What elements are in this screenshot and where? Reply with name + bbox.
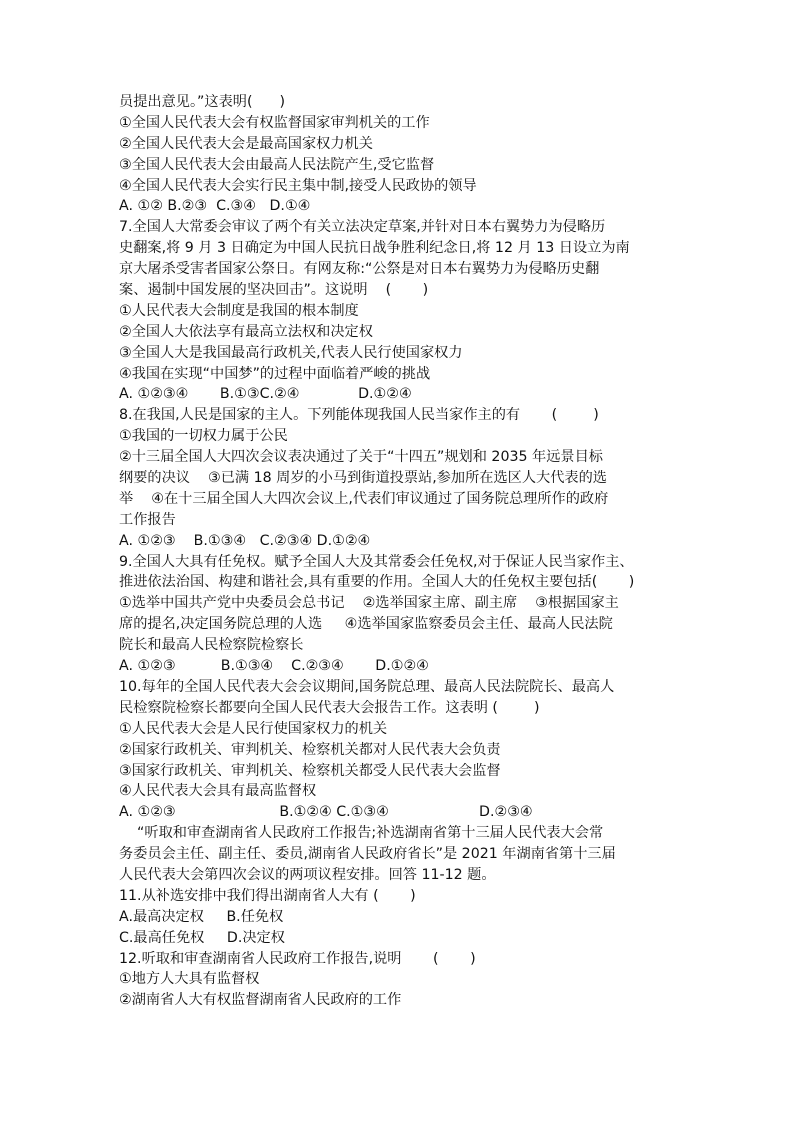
text-line: 12.听取和审查湖南省人民政府工作报告,说明 ( ): [119, 950, 476, 967]
text-line: ①人民代表大会是人民行使国家权力的机关: [119, 720, 388, 737]
text-line: 院长和最高人民检察院检察长: [119, 637, 304, 654]
text-line: ②全国人大依法享有最高立法权和决定权: [119, 323, 373, 340]
text-line: ②全国人民代表大会是最高国家权力机关: [119, 135, 373, 152]
text-line: 务委员会主任、副主任、委员,湖南省人民政府省长”是 2021 年湖南省第十三届: [119, 846, 616, 863]
text-line: ④全国人民代表大会实行民主集中制,接受人民政协的领导: [119, 177, 477, 194]
text-line: ①人民代表大会制度是我国的根本制度: [119, 302, 359, 319]
text-line: A. ①②③ B.①③④ C.②③④ D.①②④: [119, 532, 371, 549]
text-line: 推进依法治国、构建和谐社会,具有重要的作用。全国人大的任免权主要包括( ): [119, 574, 635, 591]
text-line: 11.从补选安排中我们得出湖南省人大有 ( ): [119, 887, 416, 904]
text-line: ①选举中国共产党中央委员会总书记 ②选举国家主席、副主席 ③根据国家主: [119, 595, 619, 612]
text-line: ①全国人民代表大会有权监督国家审判机关的工作: [119, 114, 430, 131]
text-line: ③全国人民代表大会由最高人民法院产生,受它监督: [119, 156, 435, 173]
text-line: ④我国在实现“中国梦”的过程中面临着严峻的挑战: [119, 365, 431, 382]
text-line: 7.全国人大常委会审议了两个有关立法决定草案,并针对日本右翼势力为侵略历: [119, 219, 606, 236]
text-line: A. ①②③ B.①③④ C.②③④ D.①②④: [119, 658, 429, 675]
text-line: 史翻案,将 9 月 3 日确定为中国人民抗日战争胜利纪念日,将 12 月 13 日设立为南: [119, 240, 630, 257]
text-line: ③全国人大是我国最高行政机关,代表人民行使国家权力: [119, 344, 463, 361]
text-line: 10.每年的全国人民代表大会会议期间,国务院总理、最高人民法院院长、最高人: [119, 678, 615, 695]
text-line: ②国家行政机关、审判机关、检察机关都对人民代表大会负责: [119, 741, 501, 758]
text-line: 案、遏制中国发展的坚决回击”。这说明 ( ): [119, 282, 429, 299]
text-line: 8.在我国,人民是国家的主人。下列能体现我国人民当家作主的有 ( ): [119, 407, 599, 424]
question-text-block: [119, 92, 689, 1011]
text-line: ①地方人大具有监督权: [119, 971, 260, 988]
text-line: “听取和审查湖南省人民政府工作报告;补选湖南省第十三届人民代表大会常: [119, 825, 604, 842]
text-line: A. ①②③④ B.①③C.②④ D.①②④: [119, 386, 412, 403]
text-line: C.最高任免权 D.决定权: [119, 929, 285, 946]
text-line: 京大屠杀受害者国家公祭日。有网友称:“公祭是对日本右翼势力为侵略历史翻: [119, 261, 600, 278]
text-line: ④人民代表大会具有最高监督权: [119, 783, 317, 800]
text-line: A. ①② B.②③ C.③④ D.①④: [119, 198, 311, 215]
text-line: ③国家行政机关、审判机关、检察机关都受人民代表大会监督: [119, 762, 501, 779]
text-line: A.最高决定权 B.任免权: [119, 908, 284, 925]
text-line: ②十三届全国人大四次会议表决通过了关于“十四五”规划和 2035 年远景目标: [119, 449, 603, 466]
text-line: 9.全国人大具有任免权。赋予全国人大及其常委会任免权,对于保证人民当家作主、: [119, 553, 634, 570]
text-line: 民检察院检察长都要向全国人民代表大会报告工作。这表明 ( ): [119, 699, 540, 716]
text-line: 人民代表大会第四次会议的两项议程安排。回答 11-12 题。: [119, 866, 496, 883]
text-line: 举 ④在十三届全国人大四次会议上,代表们审议通过了国务院总理所作的政府: [119, 490, 609, 507]
text-line: 员提出意见。”这表明( ): [119, 94, 286, 110]
text-line: 纲要的决议 ③已满 18 周岁的小马到街道投票站,参加所在选区人大代表的选: [119, 470, 607, 487]
text-line: A. ①②③ B.①②④ C.①③④ D.②③④: [119, 804, 533, 821]
text-line: 席的提名,决定国务院总理的人选 ④选举国家监察委员会主任、最高人民法院: [119, 616, 613, 633]
text-line: ②湖南省人大有权监督湖南省人民政府的工作: [119, 992, 402, 1009]
text-line: ①我国的一切权力属于公民: [119, 428, 288, 445]
text-line: 工作报告: [119, 511, 176, 528]
